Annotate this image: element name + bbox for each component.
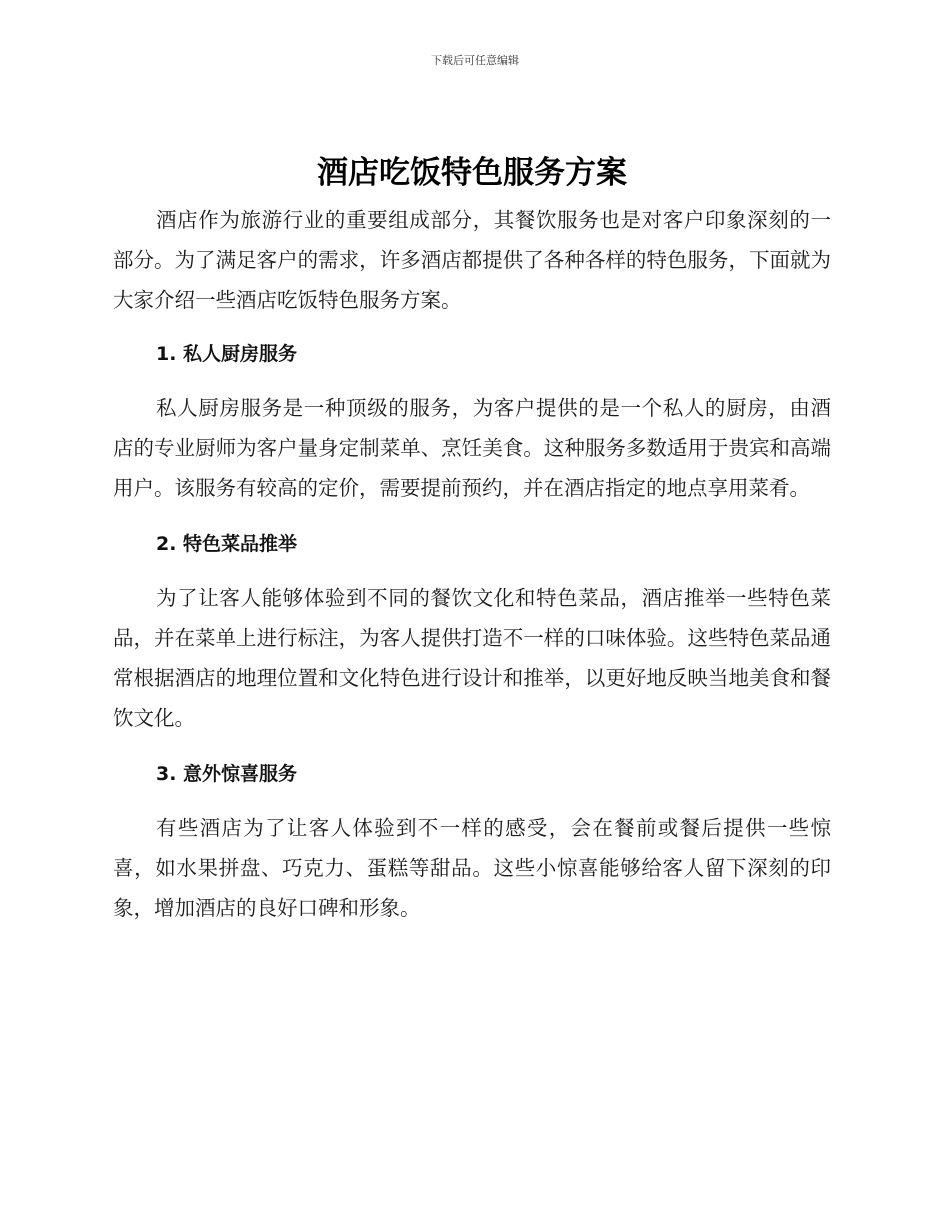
document-content — [113, 150, 831, 928]
section-heading-featured-dishes: 2. 特色菜品推举 — [156, 533, 298, 555]
section-body-private-kitchen: 私人厨房服务是一种顶级的服务，为客户提供的是一个私人的厨房，由酒店的专业厨师为客户量身定制菜单、烹饪美食。这种服务多数适用于贵宾和高端用户。该服务有较高的定价，需要提前预约，并在酒店指定的地点享用菜肴。 — [113, 396, 831, 500]
intro-paragraph: 酒店作为旅游行业的重要组成部分，其餐饮服务也是对客户印象深刻的一部分。为了满足客户的需求，许多酒店都提供了各种各样的特色服务，下面就为大家介绍一些酒店吃饭特色服务方案。 — [113, 208, 831, 312]
section-body-featured-dishes: 为了让客人能够体验到不同的餐饮文化和特色菜品，酒店推举一些特色菜品，并在菜单上进行标注，为客人提供打造不一样的口味体验。这些特色菜品通常根据酒店的地理位置和文化特色进行设计和推举，以更好地反映当地美食和餐饮文化。 — [113, 586, 831, 730]
section-heading-private-kitchen: 1. 私人厨房服务 — [156, 343, 298, 365]
section-heading-surprise-service: 3. 意外惊喜服务 — [156, 763, 298, 785]
page-header: 下载后可任意编辑 — [431, 54, 519, 67]
document-title: 酒店吃饭特色服务方案 — [317, 155, 627, 191]
section-body-surprise-service: 有些酒店为了让客人体验到不一样的感受，会在餐前或餐后提供一些惊喜，如水果拼盘、巧克力、蛋糕等甜品。这些小惊喜能够给客人留下深刻的印象，增加酒店的良好口碑和形象。 — [113, 816, 831, 920]
